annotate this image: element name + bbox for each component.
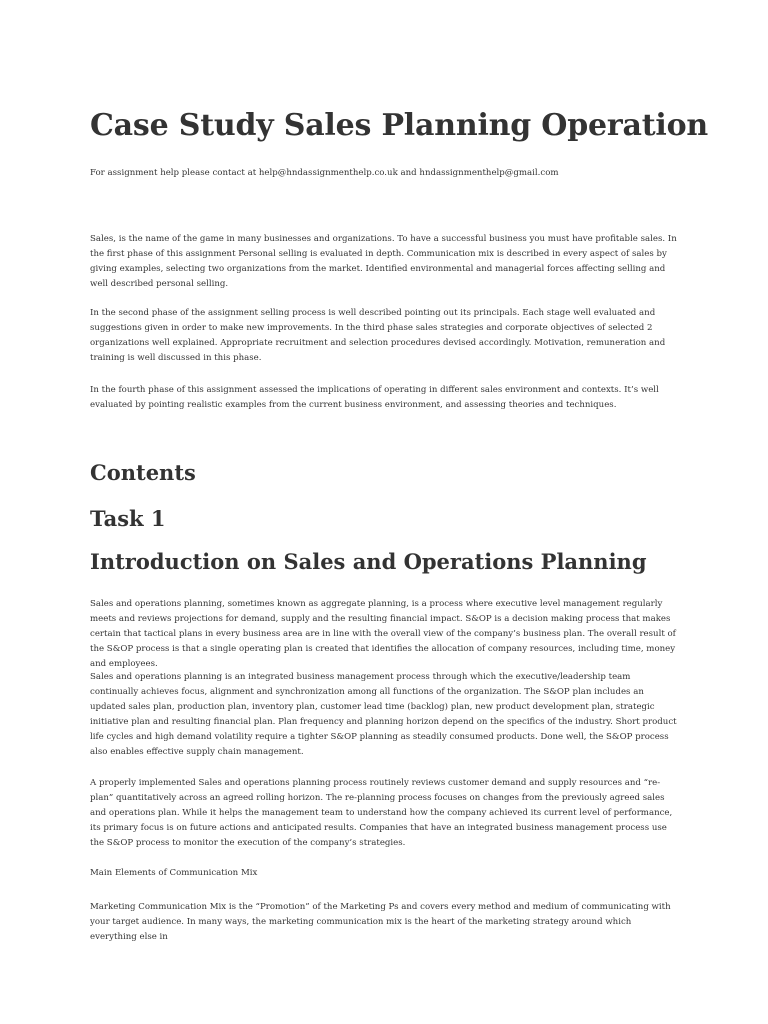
introduction-heading: Introduction on Sales and Operations Planning <box>90 549 647 574</box>
contact-line: For assignment help please contact at help@hndassignmenthelp.co.uk and hndassignmenthelp@gmail.com <box>90 168 559 178</box>
intro-paragraph-2: In the second phase of the assignment selling process is well described pointing out its principals. Each stage well evaluated and suggestions given in order to make new improvements. In the third phase sales strategies and corporate objectives of selected 2 organizations well explained. Appropriate recruitment and selection procedures devised accordingly. Motivation, remuneration and training is well discussed in this phase. <box>90 308 666 363</box>
communication-mix-subheading: Main Elements of Communication Mix <box>90 868 258 878</box>
intro-paragraph-3: In the fourth phase of this assignment assessed the implications of operating in different sales environment and contexts. It’s well evaluated by pointing realistic examples from the current business environment, and assessing theories and techniques. <box>90 385 659 410</box>
intro-paragraph-1: Sales, is the name of the game in many businesses and organizations. To have a successful business you must have profitable sales. In the first phase of this assignment Personal selling is evaluated in depth. Communication mix is described in every aspect of sales by giving examples, selecting two organizations from the market. Identified environmental and managerial forces affecting selling and well described personal selling. <box>90 234 677 289</box>
body-paragraph-2: Sales and operations planning is an integrated business management process through which the executive/leadership team continually achieves focus, alignment and synchronization among all functions of the organization. The S&OP plan includes an updated sales plan, production plan, inventory plan, customer lead time (backlog) plan, new product development plan, strategic initiative plan and resulting financial plan. Plan frequency and planning horizon depend on the specifics of the industry. Short product life cycles and high demand volatility require a tighter S&OP planning as steadily consumed products. Done well, the S&OP process also enables effective supply chain management. <box>90 672 677 757</box>
body-paragraph-3: A properly implemented Sales and operations planning process routinely reviews customer demand and supply resources and “re-plan” quantitatively across an agreed rolling horizon. The re-planning process focuses on changes from the previously agreed sales and operations plan. While it helps the management team to understand how the company achieved its current level of performance, its primary focus is on future actions and anticipated results. Companies that have an integrated business management process use the S&OP process to monitor the execution of the company’s strategies. <box>90 778 673 848</box>
document-title: Case Study Sales Planning Operation <box>90 108 709 143</box>
body-paragraph-1: Sales and operations planning, sometimes known as aggregate planning, is a process where executive level management regularly meets and reviews projections for demand, supply and the resulting financial impact. S&OP is a decision making process that makes certain that tactical plans in every business area are in line with the overall view of the company’s business plan. The overall result of the S&OP process is that a single operating plan is created that identifies the allocation of company resources, including time, money and employees. <box>90 599 676 669</box>
final-paragraph: Marketing Communication Mix is the “Promotion” of the Marketing Ps and covers every method and medium of communicating with your target audience. In many ways, the marketing communication mix is the heart of the marketing strategy around which everything else in <box>90 902 671 942</box>
contents-heading: Contents <box>90 460 196 485</box>
task-heading: Task 1 <box>90 506 166 531</box>
